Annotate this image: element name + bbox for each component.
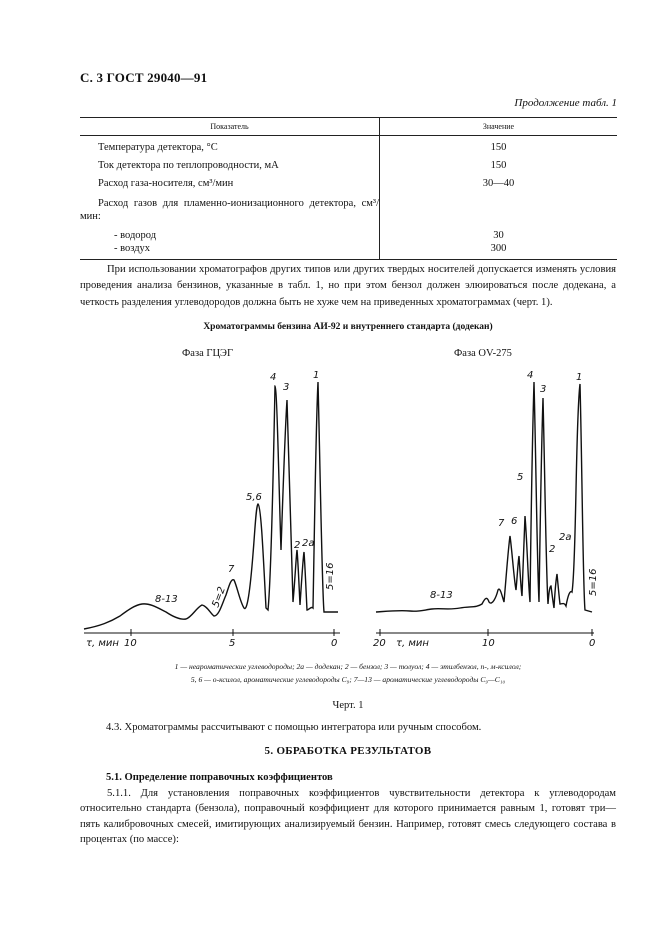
chart1-peak-label: 5=2: [210, 585, 229, 610]
chart2-peak-label: 6: [511, 516, 518, 527]
chart2-peak-label: 5: [517, 472, 524, 483]
chart1-peak-label: 2а: [302, 538, 315, 549]
value-cell: 150: [380, 136, 618, 158]
figure-legend-line1: 1 — неароматические углеводороды; 2а — додекан; 2 — бензол; 3 — толуол; 4 — этилбензол, п-, м-ксилол;: [174, 662, 522, 671]
table-row: [80, 175, 617, 193]
chart2-peak-label: 7: [498, 518, 505, 529]
param-cell: Температура детектора, °С: [98, 142, 218, 153]
table-row: [80, 136, 617, 158]
chart1-peak-label: 1: [313, 370, 320, 381]
paragraph-4-3: 4.3. Хроматограммы рассчитывают с помощью интегратора или ручным способом.: [106, 722, 482, 733]
chart1-xlabel: τ, мин: [86, 638, 119, 649]
chart1-peak-label: 5=16: [325, 562, 336, 590]
chart1-trace: [84, 382, 338, 629]
figure-caption: Черт. 1: [332, 700, 364, 711]
value-cell: 150: [380, 157, 618, 175]
chart2-tick-label: 0: [589, 638, 596, 649]
chart2-peak-label: 1: [576, 372, 583, 383]
chart2-peak-label: 2: [549, 544, 556, 555]
table-row: [80, 193, 617, 223]
value-cell: 30: [380, 223, 618, 242]
table-row: [80, 223, 617, 242]
chart1-peak-label: 7: [228, 564, 235, 575]
table-row: [80, 157, 617, 175]
chromatogram-figure: [0, 340, 661, 660]
chart1-tick-label: 10: [124, 638, 137, 649]
chart1-peak-label: 2: [294, 540, 301, 551]
table-row: [80, 242, 617, 260]
chart1-peak-label: 8-13: [155, 594, 178, 605]
value-cell: 30—40: [380, 175, 618, 193]
chart1-peak-label: 3: [283, 382, 290, 393]
chart2-xlabel: τ, мин: [396, 638, 429, 649]
figure-legend-line2: 5, 6 — о-ксилол, ароматические углеводороды С₉; 7—13 — ароматические углеводороды С₉—С₁₀: [190, 675, 506, 684]
param-cell: Расход газов для пламенно-ионизационного детектора, см³/мин:: [80, 198, 379, 222]
col-param-header: Показатель: [80, 118, 380, 136]
chart1-tick-label: 5: [229, 638, 236, 649]
paragraph-5-1-1: 5.1.1. Для установления поправочных коэффициентов чувствительности детектора к углеводородам относительно стандарта (бензола), поправочный коэффициент для которого принимается равным 1, готовят три—пять калибровочных смесей, имитирующих анализируемый бензин. Например, готовят смесь следующего состава в процентах (по массе):: [80, 788, 616, 845]
param-cell: Ток детектора по теплопроводности, мА: [98, 160, 279, 171]
value-cell: 300: [380, 242, 618, 260]
chart2-peak-label: 4: [527, 370, 534, 381]
page-header: С. 3 ГОСТ 29040—91: [80, 70, 208, 85]
chart2-peak-label: 3: [540, 384, 547, 395]
chart1-peak-label: 5,6: [246, 492, 262, 503]
chart2-peak-label: 2а: [559, 532, 572, 543]
chart2-tick-label: 20: [373, 638, 386, 649]
section-5-heading: 5. ОБРАБОТКА РЕЗУЛЬТАТОВ: [264, 745, 432, 757]
chart2-trace: [376, 382, 592, 612]
paragraph-1: При использовании хроматографов других типов или других твердых носителей допускается изменять условия проведения анализа бензинов, указанные в табл. 1, но при этом бензол должен элюироваться после додекана, а четкость разделения углеводородов должна быть не хуже чем на приведенных хроматограммах (черт. 1).: [80, 264, 616, 308]
param-cell: - воздух: [80, 242, 380, 260]
chart2-title: Фаза OV-275: [454, 348, 512, 359]
chart1-tick-label: 0: [331, 638, 338, 649]
chart2-peak-label: 8-13: [430, 590, 453, 601]
table-header-row: [80, 118, 617, 136]
subsection-5-1-heading: 5.1. Определение поправочных коэффициентов: [106, 772, 333, 783]
col-value-header: Значение: [380, 118, 618, 136]
chart2-peak-label: 5=16: [588, 568, 599, 596]
parameters-table: [80, 117, 617, 260]
param-cell: - водород: [114, 230, 157, 241]
chart2-tick-label: 10: [482, 638, 495, 649]
param-cell: Расход газа-носителя, см³/мин: [98, 178, 234, 189]
chart1-peak-label: 4: [270, 372, 277, 383]
value-cell: [380, 193, 618, 223]
chart-title: Хроматограммы бензина АИ-92 и внутреннего стандарта (додекан): [203, 322, 493, 332]
table-continuation: Продолжение табл. 1: [514, 97, 617, 109]
chart1-title: Фаза ГЦЭГ: [182, 348, 234, 359]
